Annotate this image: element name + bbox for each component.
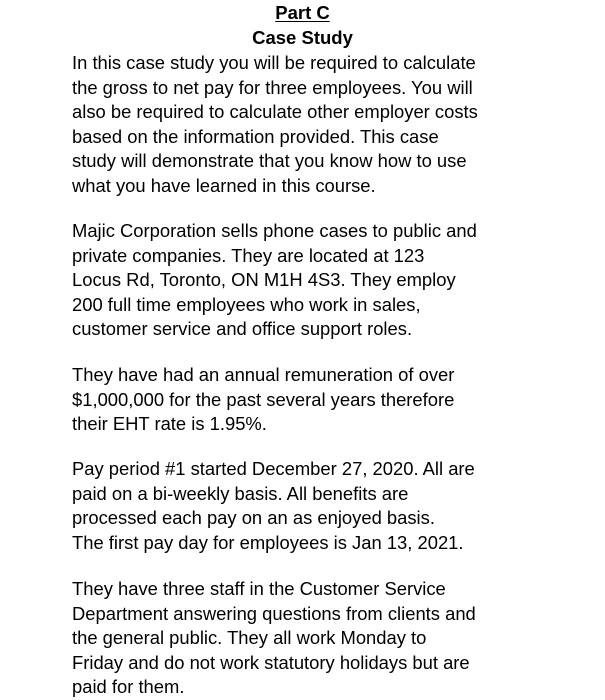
paragraph-line: based on the information provided. This case (72, 125, 439, 147)
paragraph-line: paid on a bi-weekly basis. All benefits are (72, 482, 409, 504)
section-title: Case Study (252, 27, 353, 48)
paragraph-line: processed each pay on an as enjoyed basis. (72, 507, 435, 529)
part-title: Part C (275, 2, 330, 23)
paragraph-line: Friday and do not work statutory holidays but are (72, 651, 470, 673)
paragraph-line: 200 full time employees who work in sales, (72, 293, 421, 315)
paragraph-line: $1,000,000 for the past several years therefore (72, 388, 455, 410)
paragraph-line: customer service and office support roles. (72, 318, 413, 340)
paragraph-line: Majic Corporation sells phone cases to public and (72, 220, 477, 241)
paragraph-line: They have three staff in the Customer Service (72, 578, 446, 599)
staff-paragraph (72, 577, 542, 700)
paragraph-line: private companies. They are located at 123 (72, 244, 425, 266)
paragraph-line: also be required to calculate other employer costs (72, 101, 478, 123)
intro-paragraph (72, 51, 542, 199)
paragraph-line: study will demonstrate that you know how to use (72, 150, 467, 172)
company-paragraph (72, 219, 542, 342)
paragraph-line: the gross to net pay for three employees. You will (72, 76, 473, 98)
paragraph-line: In this case study you will be required to calculate (72, 52, 476, 73)
paragraph-line: the general public. They all work Monday to (72, 627, 427, 649)
paragraph-line: what you have learned in this course. (72, 174, 376, 196)
paragraph-line: The first pay day for employees is Jan 13, 2021. (72, 531, 464, 553)
paragraph-line: Department answering questions from clients and (72, 602, 476, 624)
paragraph-line: Pay period #1 started December 27, 2020. All are (72, 458, 475, 479)
paragraph-line: their EHT rate is 1.95%. (72, 413, 267, 435)
paragraph-line: They have had an annual remuneration of over (72, 364, 455, 385)
paragraph-line: paid for them. (72, 676, 185, 698)
eht-paragraph (72, 363, 542, 437)
pay-period-paragraph (72, 457, 542, 555)
paragraph-line: Locus Rd, Toronto, ON M1H 4S3. They employ (72, 269, 456, 291)
